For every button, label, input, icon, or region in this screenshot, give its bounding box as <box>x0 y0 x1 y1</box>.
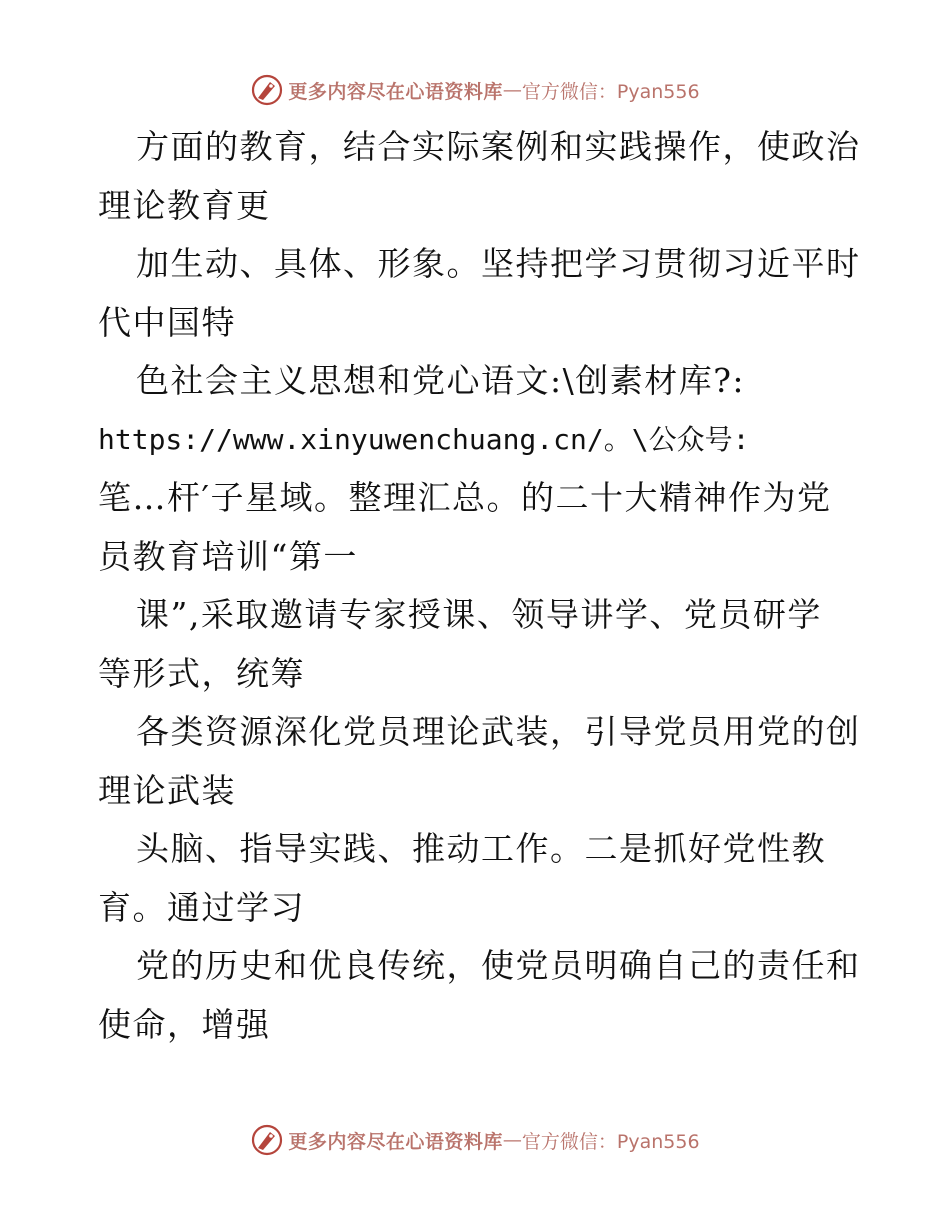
text-line: 代中国特 <box>98 302 236 342</box>
banner-contact: 官方微信：Pyan556 <box>521 1130 700 1153</box>
text-line: 理论教育更 <box>98 185 271 225</box>
url-line: https://www.xinyuwenchuang.cn/。\公众号: <box>98 422 750 456</box>
footer-banner <box>0 1120 950 1160</box>
header-banner <box>0 70 950 110</box>
pen-nib-logo-icon <box>250 73 284 107</box>
text-line: 笔…杆′子星域。整理汇总。的二十大精神作为党 <box>98 478 832 517</box>
banner-contact: 官方微信：Pyan556 <box>521 80 700 103</box>
body-text <box>98 118 861 1054</box>
banner-title: 更多内容尽在心语资料库 <box>288 1130 503 1153</box>
text-line: 员教育培训“第一 <box>98 536 358 576</box>
banner-separator: — <box>502 1129 522 1151</box>
text-line: 各类资源深化党员理论武装，引导党员用党的创 <box>136 712 861 751</box>
banner-separator: — <box>502 79 522 101</box>
text-line: 使命，增强 <box>98 1004 271 1044</box>
text-line: 育。通过学习 <box>98 887 305 927</box>
text-line: 头脑、指导实践、推动工作。二是抓好党性教 <box>136 829 826 868</box>
pen-nib-logo-icon <box>250 1123 284 1157</box>
text-line: 课”,采取邀请专家授课、领导讲学、党员研学 <box>136 595 822 634</box>
text-line: 色社会主义思想和党心语文:\创素材库?: <box>136 361 746 400</box>
text-line: 党的历史和优良传统，使党员明确自己的责任和 <box>136 946 861 985</box>
text-line: 理论武装 <box>98 770 236 810</box>
banner-title: 更多内容尽在心语资料库 <box>288 80 503 103</box>
text-line: 方面的教育，结合实际案例和实践操作，使政治 <box>136 127 861 166</box>
text-line: 加生动、具体、形象。坚持把学习贯彻习近平时 <box>136 244 861 283</box>
text-line: 等形式，统筹 <box>98 653 305 693</box>
